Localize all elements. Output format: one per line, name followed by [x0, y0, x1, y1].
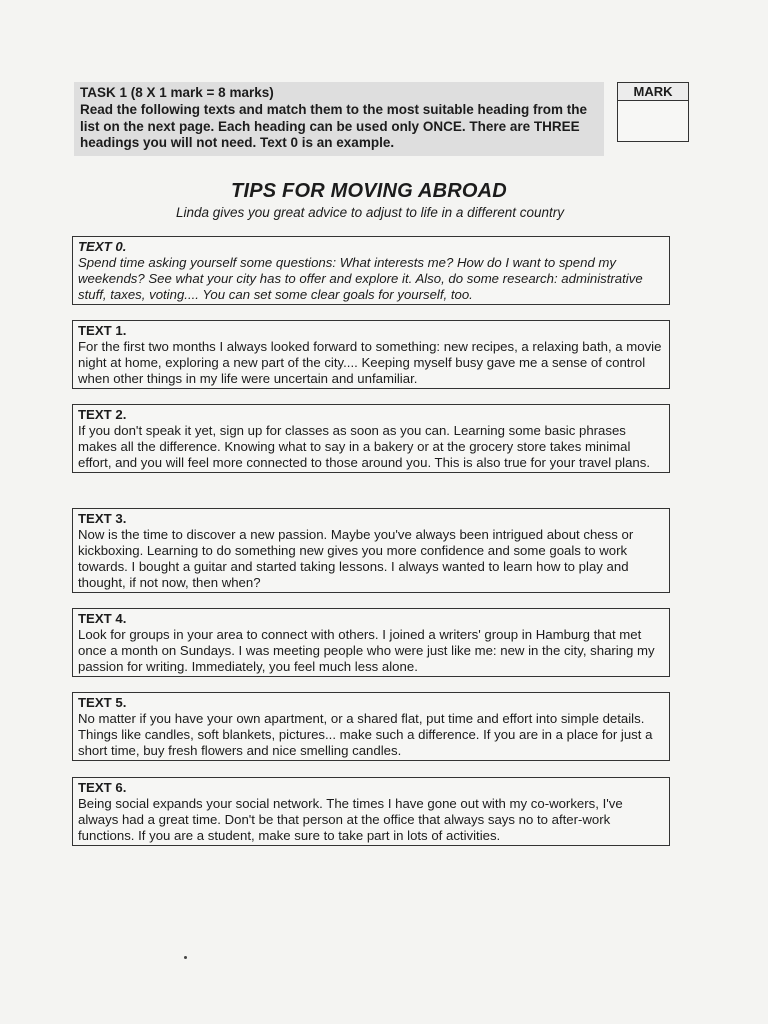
text-body: No matter if you have your own apartment, or a shared flat, put time and effort into simple details. Things like candles, soft blankets, pictures... make such a difference. If you are in a place for just a short time, buy fresh flowers and nice smelling candles.: [78, 711, 653, 758]
text-box-5: [72, 692, 670, 761]
text-heading: TEXT 6.: [78, 780, 127, 795]
text-body: Look for groups in your area to connect with others. I joined a writers' group in Hamburg that met once a month on Sundays. I was meeting people who were just like me: new in the city, sharing my passion for writing. Immediately, you feel much less alone.: [78, 627, 655, 674]
page-title: TIPS FOR MOVING ABROAD: [231, 180, 507, 202]
text-box-6: [72, 777, 670, 846]
text-heading: TEXT 0.: [78, 239, 127, 254]
text-body: If you don't speak it yet, sign up for classes as soon as you can. Learning some basic phrases makes all the difference. Knowing what to say in a bakery or at the grocery store takes minimal effort, and you will feel more connected to those around you. This is also true for your travel plans.: [78, 423, 651, 470]
text-heading: TEXT 5.: [78, 695, 127, 710]
text-body: Spend time asking yourself some questions: What interests me? How do I want to spend my weekends? See what your city has to offer and explore it. Also, do some research: administrative stuff, taxes, voting.... You can set some clear goals for yourself, too.: [78, 255, 643, 302]
text-body: Now is the time to discover a new passion. Maybe you've always been intrigued about chess or kickboxing. Learning to do something new gives you more confidence and some goals to work towards. I bought a guitar and started taking lessons. I always wanted to learn how to play and thought, if not now, then when?: [78, 527, 634, 590]
text-box-4: [72, 608, 670, 677]
mark-box: [617, 82, 689, 142]
task-instructions: Read the following texts and match them to the most suitable heading from the list on the next page. Each heading can be used only ONCE. There are THREE headings you will not need. Text 0 is an example.: [80, 102, 588, 150]
text-heading: TEXT 4.: [78, 611, 127, 626]
text-box-1: [72, 320, 670, 389]
text-body: For the first two months I always looked forward to something: new recipes, a relaxing bath, a movie night at home, exploring a new part of the city.... Keeping myself busy gave me a sense of control when other things in my life were uncertain and unfamiliar.: [78, 339, 662, 386]
mark-label: MARK: [618, 83, 688, 101]
page-subtitle: Linda gives you great advice to adjust to life in a different country: [176, 205, 564, 220]
text-box-3: [72, 508, 670, 593]
text-heading: TEXT 1.: [78, 323, 127, 338]
text-body: Being social expands your social network. The times I have gone out with my co-workers, I've always had a great time. Don't be that person at the office that always says no to after-work functions. If you are a student, make sure to take part in lots of activities.: [78, 796, 623, 843]
stray-dot: [184, 956, 187, 959]
text-heading: TEXT 2.: [78, 407, 127, 422]
text-box-0: [72, 236, 670, 305]
text-box-2: [72, 404, 670, 473]
task-instructions-block: [74, 82, 604, 156]
task-title: TASK 1 (8 X 1 mark = 8 marks): [80, 85, 274, 100]
text-heading: TEXT 3.: [78, 511, 127, 526]
